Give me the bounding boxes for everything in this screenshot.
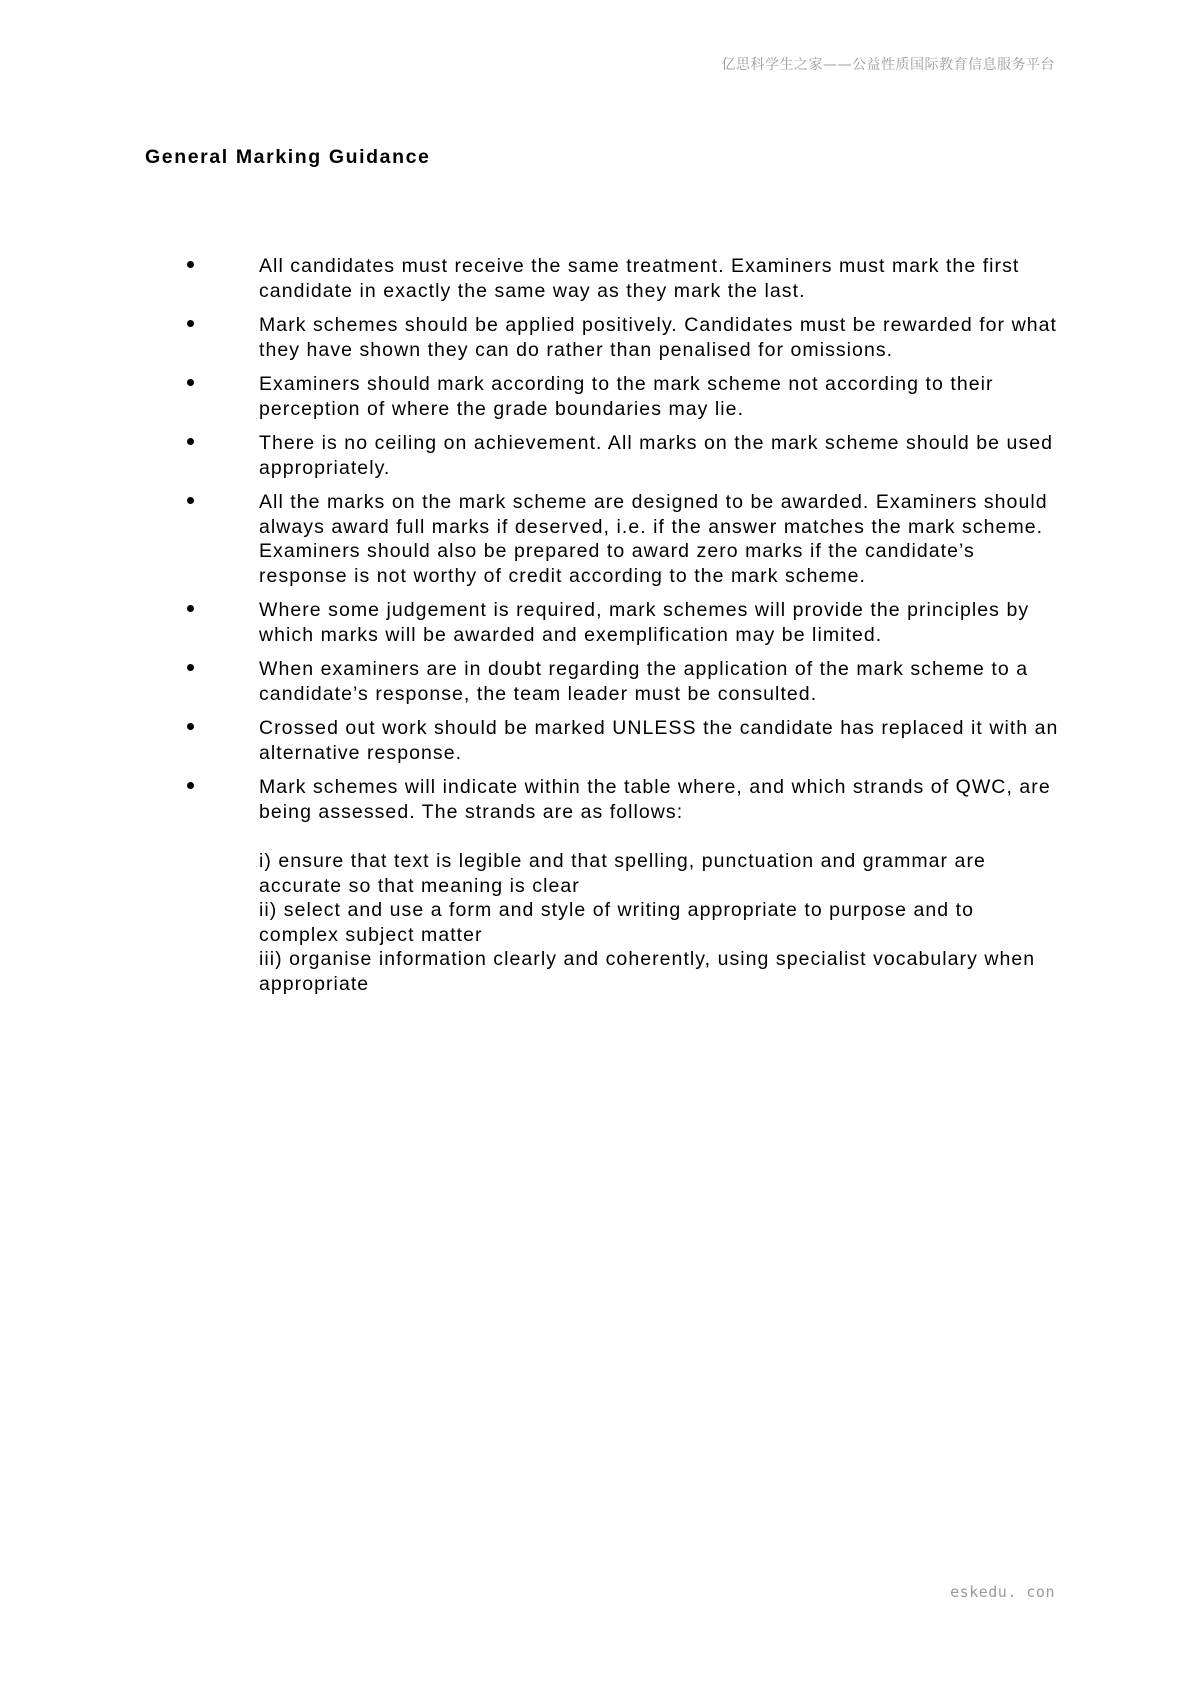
guidance-item: [0, 431, 1191, 480]
bullet-icon: [187, 379, 194, 386]
bullet-icon: [187, 497, 194, 504]
bullet-icon: [187, 605, 194, 612]
bullet-icon: [187, 664, 194, 671]
page-title: General Marking Guidance: [145, 146, 431, 168]
guidance-item-text: Examiners should mark according to the mark scheme not according to their perception of where the grade boundaries may lie.: [259, 373, 994, 420]
guidance-list: [0, 254, 1191, 1006]
guidance-item-text: Mark schemes should be applied positively. Candidates must be rewarded for what they have shown they can do rather than penalised for omissions.: [259, 314, 1057, 361]
guidance-item: [0, 490, 1191, 588]
guidance-item-text: Where some judgement is required, mark schemes will provide the principles by which marks will be awarded and exemplification may be limited.: [259, 599, 1030, 646]
bullet-icon: [187, 438, 194, 445]
bullet-icon: [187, 782, 194, 789]
guidance-item-text: There is no ceiling on achievement. All marks on the mark scheme should be used appropriately.: [259, 432, 1053, 479]
guidance-item: [0, 254, 1191, 303]
qwc-strand: ii) select and use a form and style of writing appropriate to purpose and to complex subject matter: [259, 899, 974, 946]
guidance-item: [0, 657, 1191, 706]
guidance-item-text: When examiners are in doubt regarding the application of the mark scheme to a candidate’s response, the team leader must be consulted.: [259, 658, 1029, 705]
guidance-item-text: All the marks on the mark scheme are designed to be awarded. Examiners should always award full marks if deserved, i.e. if the answer matches the mark scheme. Examiners should also be prepared to award zero marks if the candidate’s response is not worthy of credit according to the mark scheme.: [259, 491, 1048, 587]
guidance-item: [0, 313, 1191, 362]
qwc-strand: iii) organise information clearly and coherently, using specialist vocabulary when appropriate: [259, 948, 1036, 995]
guidance-item: [0, 372, 1191, 421]
qwc-strands-list: [259, 849, 1059, 996]
bullet-icon: [187, 261, 194, 268]
footer-watermark: eskedu. con: [950, 1583, 1055, 1601]
guidance-item: [0, 716, 1191, 765]
bullet-icon: [187, 320, 194, 327]
guidance-item: [0, 598, 1191, 647]
bullet-icon: [187, 723, 194, 730]
guidance-item-text: All candidates must receive the same treatment. Examiners must mark the first candidate in exactly the same way as they mark the last.: [259, 255, 1020, 302]
qwc-strand: i) ensure that text is legible and that spelling, punctuation and grammar are accurate so that meaning is clear: [259, 850, 986, 897]
guidance-item-text: Mark schemes will indicate within the table where, and which strands of QWC, are being assessed. The strands are as follows:: [259, 776, 1051, 823]
guidance-item-text: Crossed out work should be marked UNLESS the candidate has replaced it with an alternative response.: [259, 717, 1059, 764]
guidance-item: [0, 775, 1191, 996]
header-watermark: 亿思科学生之家——公益性质国际教育信息服务平台: [721, 57, 1055, 73]
